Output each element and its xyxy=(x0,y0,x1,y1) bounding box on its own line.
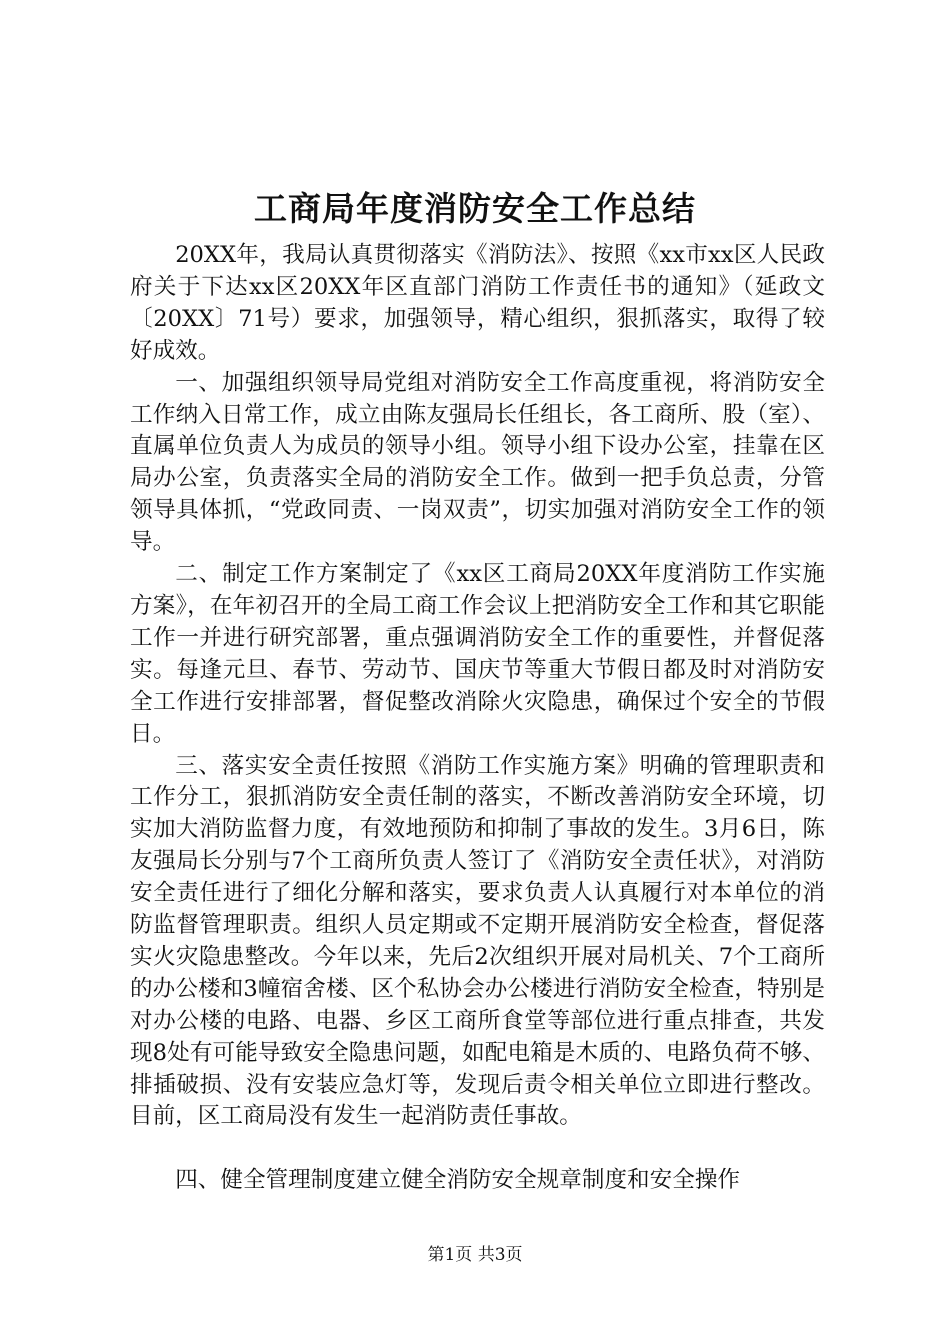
document-title: 工商局年度消防安全工作总结 xyxy=(254,189,696,228)
paragraph-section-1: 一、加强组织领导局党组对消防安全工作高度重视，将消防安全工作纳入日常工作，成立由陈友强局长任组长，各工商所、股（室）、直属单位负责人为成员的领导小组。领导小组下设办公室，挂靠在区局办公室，负责落实全局的消防安全工作。做到一把手负总责，分管领导具体抓，“党政同责、一岗双责”，切实加强对消防安全工作的领导。 xyxy=(130,369,825,556)
paragraph-intro: 20XX年，我局认真贯彻落实《消防法》、按照《xx市xx区人民政府关于下达xx区20XX年区直部门消防工作责任书的通知》（延政文〔20XX〕71号）要求，加强领导，精心组织，狠抓落实，取得了较好成效。 xyxy=(130,242,825,364)
paragraph-section-2: 二、制定工作方案制定了《xx区工商局20XX年度消防工作实施方案》，在年初召开的全局工商工作会议上把消防安全工作和其它职能工作一并进行研究部署，重点强调消防安全工作的重要性，并督促落实。每逢元旦、春节、劳动节、国庆节等重大节假日都及时对消防安全工作进行安排部署，督促整改消除火灾隐患，确保过个安全的节假日。 xyxy=(130,561,825,747)
page-number-footer: 第1页 共3页 xyxy=(427,1245,523,1265)
paragraph-section-4: 四、健全管理制度建立健全消防安全规章制度和安全操作 xyxy=(175,1167,741,1194)
paragraph-section-3: 三、落实安全责任按照《消防工作实施方案》明确的管理职责和工作分工，狠抓消防安全责任制的落实，不断改善消防安全环境，切实加大消防监督力度，有效地预防和抑制了事故的发生。3月6日，陈友强局长分别与7个工商所负责人签订了《消防安全责任状》，对消防安全责任进行了细化分解和落实，要求负责人认真履行对本单位的消防监督管理职责。组织人员定期或不定期开展消防安全检查，督促落实火灾隐患整改。今年以来，先后2次组织开展对局机关、7个工商所的办公楼和3幢宿舍楼、区个私协会办公楼进行消防安全检查，特别是对办公楼的电路、电器、乡区工商所食堂等部位进行重点排查，共发现8处有可能导致安全隐患问题，如配电箱是木质的、电路负荷不够、排插破损、没有安装应急灯等，发现后责令相关单位立即进行整改。目前，区工商局没有发生一起消防责任事故。 xyxy=(130,752,825,1130)
document-body xyxy=(130,240,825,1197)
